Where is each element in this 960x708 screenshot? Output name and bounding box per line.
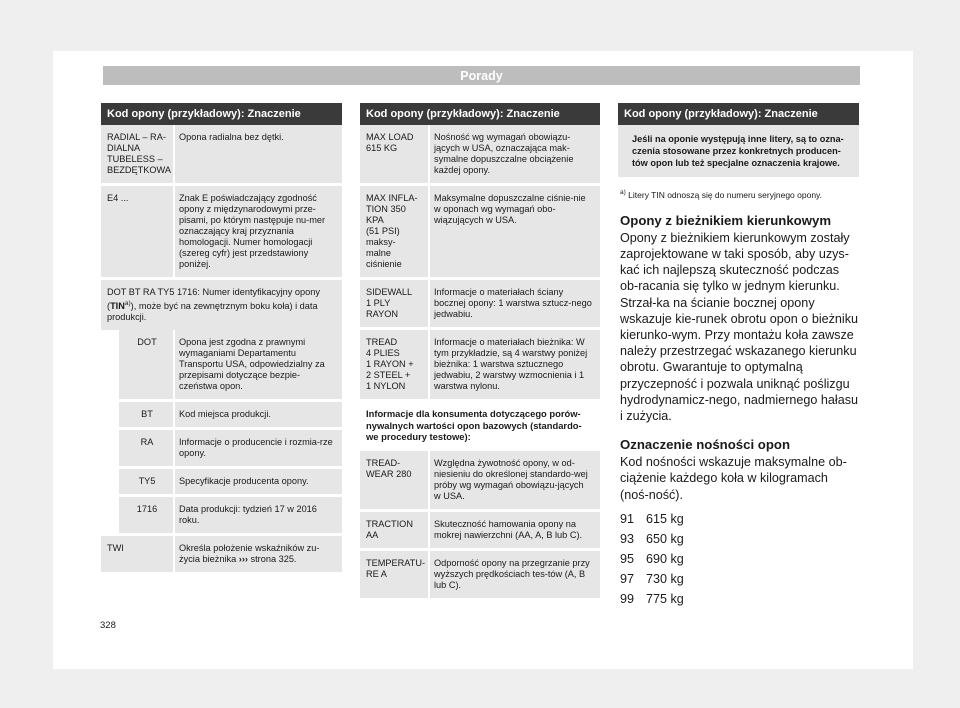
load-index-item [620,589,859,609]
meaning-cell: Opona radialna bez dętki. [173,125,342,183]
table-header: Kod opony (przykładowy): Znaczenie [101,103,342,125]
table-row [360,280,600,327]
code-cell: TRACTION AA [366,518,413,540]
load-index-item [620,529,859,549]
table-row [360,186,600,277]
load-index-code: 99 [620,591,635,606]
consumer-info-note: Informacje dla konsumenta dotyczącego porów-nywalnych wartości opon bazowych (standardo-we procedury testowe): [360,399,600,451]
load-index-list [618,509,859,609]
load-index-value: 730 kg [646,571,684,586]
code-cell: TREAD 4 PLIES 1 RAYON + 2 STEEL + 1 NYLON [366,337,414,391]
twi-row: TWI Określa położenie wskaźników zu-życia bieżnika ››› strona 325. [101,536,342,572]
load-index-value: 690 kg [646,551,684,566]
code-cell: RADIAL – RA- DIALNA TUBELESS – BEZDĘTKOWA [107,132,171,175]
code-cell: RA [140,437,154,448]
load-index-value: 615 kg [646,511,684,526]
page-number: 328 [100,620,116,631]
code-cell: TREAD- WEAR 280 [366,457,412,479]
table-row [119,402,342,427]
table-header: Kod opony (przykładowy): Znaczenie [618,103,859,125]
meaning-cell: Skuteczność hamowania opony na mokrej nawierzchni (AA, A, B lub C). [428,512,600,548]
heading-load-index: Oznaczenie nośności opon [620,437,790,453]
heading-directional-tires: Opony z bieżnikiem kierunkowym [620,212,832,228]
table-row [119,330,342,399]
tire-code-table-2 [360,103,600,598]
meaning-cell: Informacje o materiałach ściany bocznej opony: 1 warstwa sztucz-nego jedwabiu. [428,280,600,327]
paragraph-load-index: Kod nośności wskazuje maksymalne ob-ciążenie każdego koła w kilogramach (noś-ność). [620,455,847,502]
meaning-cell: Opona jest zgodna z prawnymi wymaganiami Departamentu Transportu USA, odpowiedzialny za przepisami dotyczące bezpie-czeństwa opon. [173,330,342,399]
code-cell: 1716 [136,504,158,515]
code-cell: BT [141,409,153,420]
meaning-cell: Specyfikacje producenta opony. [173,469,342,494]
load-index-code: 97 [620,571,635,586]
table-row [360,330,600,399]
table-row [360,551,600,598]
meaning-cell: Nośność wg wymagań obowiązu-jących w USA, oznaczająca mak-symalne dopuszczalne obciążenie każdej opony. [428,125,600,183]
meaning-cell: Maksymalne dopuszczalne ciśnie-nie w oponach wg wymagań obo-wiązujących w USA. [428,186,600,277]
load-index-value: 775 kg [646,591,684,606]
table-row [360,512,600,548]
load-index-code: 95 [620,551,635,566]
meaning-cell: Data produkcji: tydzień 17 w 2016 roku. [173,497,342,533]
arrow-ref-icon: ››› [238,554,248,565]
code-cell: SIDEWALL 1 PLY RAYON [366,287,413,319]
table-row [119,497,342,533]
table-row [119,430,342,466]
load-index-item [620,569,859,589]
meaning-cell: Względna żywotność opony, w od-niesieniu do określonej standardo-wej próby wg wymagań obowiązu-jących w USA. [428,451,600,509]
meaning-cell: Informacje o producencie i rozmia-rze opony. [173,430,342,466]
dot-row: DOT BT RA TY5 1716: Numer identyfikacyjny opony (TIN$^{a)}$), może być na zewnętrznym boku koła) i data produkcji. [101,280,342,330]
table-row [101,125,342,183]
load-index-code: 93 [620,531,635,546]
meaning-cell: Kod miejsca produkcji. [173,402,342,427]
load-index-item [620,509,859,529]
tire-code-table-3 [618,103,859,609]
code-cell: TEMPERATU- RE A [366,557,426,579]
meaning-cell: Odporność opony na przegrzanie przy wyższych prędkościach tes-tów (A, B lub C). [428,551,600,598]
table-row [101,186,342,277]
table-row [360,451,600,509]
meaning-cell: Znak E poświadczający zgodność opony z międzynarodowymi prze-pisami, po którym następuje nu-mer oznaczający kraj przyznania homologacji. Numer homologacji (szereg cyfr) jest przedstawiony poniżej. [173,186,342,277]
meaning-cell: Informacje o materiałach bieżnika: W tym przykładzie, są 4 warstwy poniżej bieżnika: 1 warstwa sztucznego jedwabiu, 2 warstwy wzmocnienia i 1 warstwa nylonu. [428,330,600,399]
code-cell: MAX INFLA- TION 350 KPA (51 PSI) maksy- malne ciśnienie [366,193,418,269]
footnote: $^{a)}$ Litery TIN odnoszą się do numeru seryjnego opony. [620,189,823,200]
load-index-value: 650 kg [646,531,684,546]
table-row [119,469,342,494]
table-row [360,125,600,183]
load-index-item [620,549,859,569]
code-cell: TY5 [138,476,156,487]
load-index-code: 91 [620,511,635,526]
code-cell: E4 ... [107,193,129,203]
code-cell: DOT [137,337,157,348]
section-header: Porady [103,66,860,85]
code-cell: MAX LOAD 615 KG [366,132,414,153]
other-letters-note: Jeśli na oponie występują inne litery, są to ozna-czenia stosowane przez konkretnych producen-tów opon lub też specjalne oznaczenia krajowe. [618,125,859,177]
tire-code-table-1 [101,103,342,572]
table-header: Kod opony (przykładowy): Znaczenie [360,103,600,125]
page-reference-link[interactable]: strona 325. [250,554,297,565]
paragraph-directional-tires: Opony z bieżnikiem kierunkowym zostały zaprojektowane w taki sposób, aby uzys-kać ich najlepszą skuteczność podczas ob-racania się tylko w jednym kierunku. Strzał-ka na ścianie bocznej opony wskazuje kie-runek obrotu opon o bieżniku kierunko-wym. Przy montażu koła zawsze należy przestrzegać wskazanego kierunku obrotu. Gwarantuje to optymalną przyczepność i pozwala uniknąć poślizgu hydrodynamicz-nego, nadmiernego hałasu i zużycia. [620,230,859,424]
